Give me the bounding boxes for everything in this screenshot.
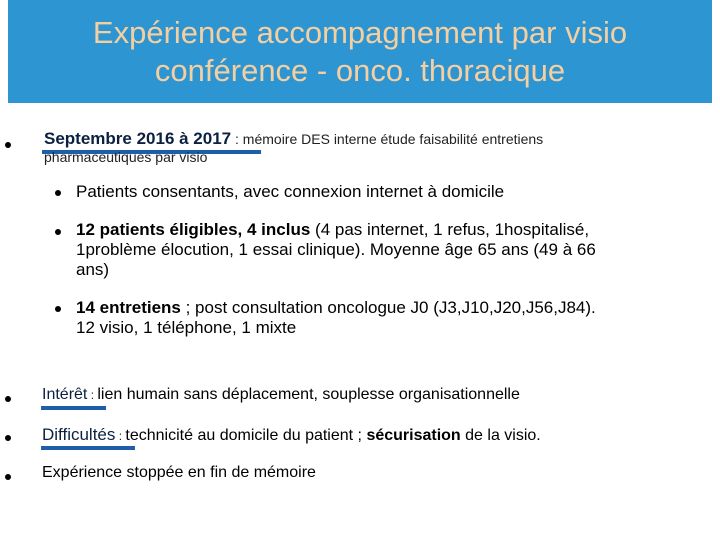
list-item-difficultes xyxy=(42,425,541,445)
item-text-continued: pharmaceutiques par visio xyxy=(44,149,208,165)
item-text: (4 pas internet, 1 refus, 1hospitalisé, xyxy=(310,220,590,239)
slide-title-line-1: Expérience accompagnement par visio xyxy=(92,14,628,50)
item-text-end: de la visio. xyxy=(460,427,541,444)
sub-item-eligibles-line3: ans) xyxy=(76,260,110,279)
list-item-interet xyxy=(42,386,520,404)
item-heading-interet: Intérêt xyxy=(42,386,88,403)
bullet-icon xyxy=(5,396,11,402)
sub-item-eligibles xyxy=(76,220,589,240)
bullet-icon xyxy=(5,474,11,480)
title-banner xyxy=(8,0,712,103)
bullet-icon xyxy=(55,229,61,235)
sub-item-patients: Patients consentants, avec connexion internet à domicile xyxy=(76,182,505,201)
heading-underline xyxy=(41,406,106,410)
item-bold: sécurisation xyxy=(366,427,461,444)
item-text: ; post consultation oncologue J0 (J3,J10,J20,J56,J84). xyxy=(180,298,596,317)
slide-title-line-2: conférence - onco. thoracique xyxy=(154,52,566,88)
item-heading-difficultes: Difficultés xyxy=(42,425,116,444)
item-text: lien humain sans déplacement, souplesse organisationnelle xyxy=(97,386,520,403)
bullet-icon xyxy=(5,142,11,148)
bullet-icon xyxy=(5,435,11,441)
item-sep: : xyxy=(115,429,126,443)
list-item-septembre xyxy=(44,129,543,149)
heading-underline xyxy=(41,446,135,450)
sub-item-entretiens-line2: 12 visio, 1 téléphone, 1 mixte xyxy=(76,318,297,337)
item-text: : mémoire DES interne étude faisabilité entretiens xyxy=(231,131,544,147)
sub-item-entretiens xyxy=(76,298,596,318)
item-text: technicité au domicile du patient ; xyxy=(125,427,367,444)
bullet-icon xyxy=(55,190,61,196)
item-bold: 12 patients éligibles, 4 inclus xyxy=(76,220,311,239)
item-bold: 14 entretiens xyxy=(76,298,181,317)
list-item-stoppee: Expérience stoppée en fin de mémoire xyxy=(42,464,316,481)
item-sep: : xyxy=(87,388,98,402)
bullet-icon xyxy=(55,306,61,312)
item-heading-septembre: Septembre 2016 à 2017 xyxy=(44,129,232,148)
sub-item-eligibles-line2: 1problème élocution, 1 essai clinique). Moyenne âge 65 ans (49 à 66 xyxy=(76,240,596,259)
